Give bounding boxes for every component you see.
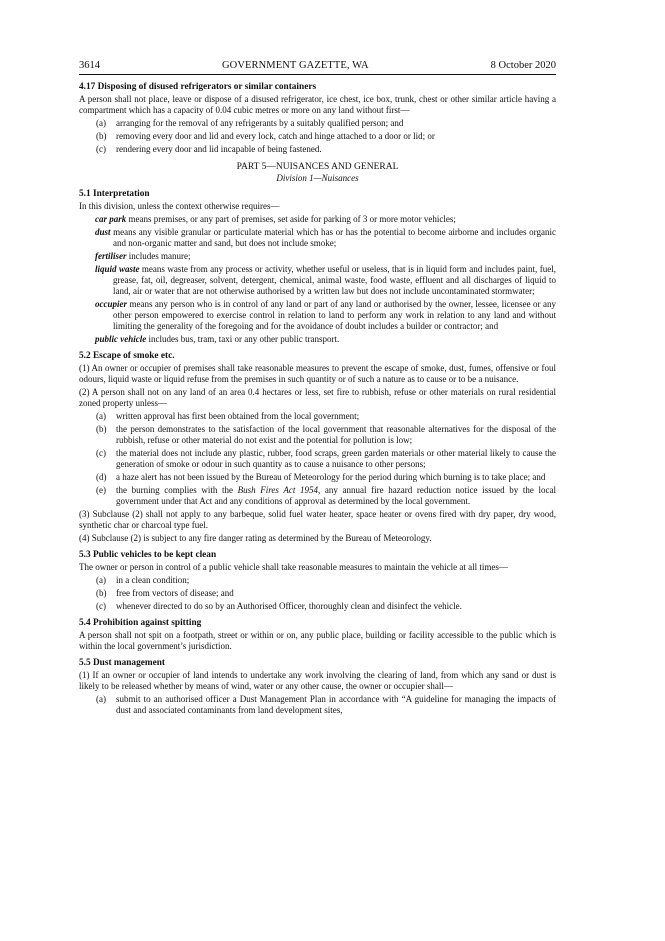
section-5-2-para-1: (1) An owner or occupier of premises shall take reasonable measures to prevent the escape of smoke, dust, fumes, offensive or foul odours, liquid waste or liquid refuse from the premises in such quantity or of such a nature as to cause or to be a nuisance. — [79, 363, 556, 384]
section-5-2-para-2: (2) A person shall not on any land of an area 0.4 hectares or less, set fire to rubbish, refuse or other materials on rural residential zoned property unless— — [79, 387, 556, 408]
list-item: (d) a haze alert has not been issued by the Bureau of Meteorology for the period during which burning is to take place; and — [96, 472, 546, 482]
list-item: (a) written approval has first been obtained from the local government; — [96, 411, 360, 421]
list-item: (b) the person demonstrates to the satisfaction of the local government that reasonable alternatives for the disposal of the rubbish, refuse or other material do not exist and the potential for pollution is low; — [96, 424, 556, 445]
definition: liquid waste means waste from any process or activity, whether useful or useless, that is in liquid form and includes paint, fuel, grease, fat, oil, degreaser, solvent, detergent, chemical, animal waste, food waste, effluent and all discharges of liquid to land, air or water that are not otherwise authorised by a written law but does not include uncontaminated stormwater; — [95, 264, 556, 296]
part-title: PART 5—NUISANCES AND GENERAL — [236, 162, 399, 172]
section-5-1-intro: In this division, unless the context otherwise requires— — [79, 201, 280, 211]
list-item: (e) the burning complies with the Bush Fires Act 1954, any annual fire hazard reduction notice issued by the local government under that Act and any conditions of approval as determined by the local government. — [96, 485, 557, 506]
definition: car park means premises, or any part of premises, set aside for parking of 3 or more motor vehicles; — [95, 214, 456, 224]
list-item: (c) rendering every door and lid incapable of being fastened. — [96, 144, 322, 154]
section-heading-5-3: 5.3 Public vehicles to be kept clean — [79, 550, 217, 560]
definition: public vehicle includes bus, tram, taxi or any other public transport. — [95, 334, 340, 344]
list-item: (a) in a clean condition; — [96, 575, 190, 585]
section-5-5-para-1: (1) If an owner or occupier of land intends to undertake any work involving the clearing of land, from which any sand or dust is likely to be released whether by means of wind, water or any other cause, the owner or occupier shall— — [79, 670, 556, 691]
section-5-2-para-3: (3) Subclause (2) shall not apply to any barbeque, solid fuel water heater, space heater or ovens fired with dry paper, dry wood, synthetic char or charcoal type fuel. — [79, 509, 556, 530]
issue-date: 8 October 2020 — [490, 60, 556, 71]
section-heading-5-2: 5.2 Escape of smoke etc. — [79, 351, 175, 361]
gazette-title: GOVERNMENT GAZETTE, WA — [221, 60, 369, 71]
list-item: (c) the material does not include any plastic, rubber, food scraps, green garden materials or other material likely to cause the generation of smoke or odour in such quantity as to cause a nuisance to other persons; — [96, 448, 556, 469]
list-item: (a) arranging for the removal of any refrigerants by a suitably qualified person; and — [96, 118, 404, 128]
list-item: (a) submit to an authorised officer a Dust Management Plan in accordance with “A guideline for managing the impacts of dust and associated contaminants from land development sites, — [96, 694, 556, 715]
section-heading-5-4: 5.4 Prohibition against spitting — [79, 618, 202, 628]
section-heading-5-1: 5.1 Interpretation — [79, 189, 150, 199]
definition: dust means any visible granular or particulate material which has or has the potential to become airborne and includes organic and non-organic matter and sand, but does not include smoke; — [95, 227, 556, 248]
list-item: (c) whenever directed to do so by an Authorised Officer, thoroughly clean and disinfect the vehicle. — [96, 601, 462, 611]
section-5-2-para-4: (4) Subclause (2) is subject to any fire danger rating as determined by the Bureau of Meteorology. — [79, 533, 432, 543]
page-header — [79, 60, 556, 75]
section-heading-5-5: 5.5 Dust management — [79, 658, 165, 668]
page-number: 3614 — [79, 60, 100, 71]
page-content — [79, 82, 556, 718]
section-heading-4-17: 4.17 Disposing of disused refrigerators or similar containers — [79, 82, 317, 92]
section-5-4-text: A person shall not spit on a footpath, street or within or on, any public place, building or facility accessible to the public which is within the local government’s jurisdiction. — [79, 630, 556, 651]
division-title: Division 1—Nuisances — [276, 173, 359, 183]
list-item: (b) free from vectors of disease; and — [96, 588, 234, 598]
section-4-17-intro: A person shall not place, leave or dispose of a disused refrigerator, ice chest, ice box, trunk, chest or other similar article having a compartment which has a capacity of 0.04 cubic metres or more on any land without first— — [79, 94, 556, 115]
definition: fertiliser includes manure; — [95, 251, 191, 261]
definition: occupier means any person who is in control of any land or part of any land or authorised by the owner, lessee, licensee or any other person empowered to exercise control in relation to land to perform any work in relation to any land and without limiting the generality of the foregoing and for the avoidance of doubt includes a builder or contractor; and — [95, 299, 556, 331]
act-citation: Bush Fires Act 1954 — [237, 485, 319, 495]
list-item: (b) removing every door and lid and every lock, catch and hinge attached to a door or lid; or — [96, 131, 435, 141]
section-5-3-intro: The owner or person in control of a public vehicle shall take reasonable measures to maintain the vehicle at all times— — [79, 562, 508, 572]
